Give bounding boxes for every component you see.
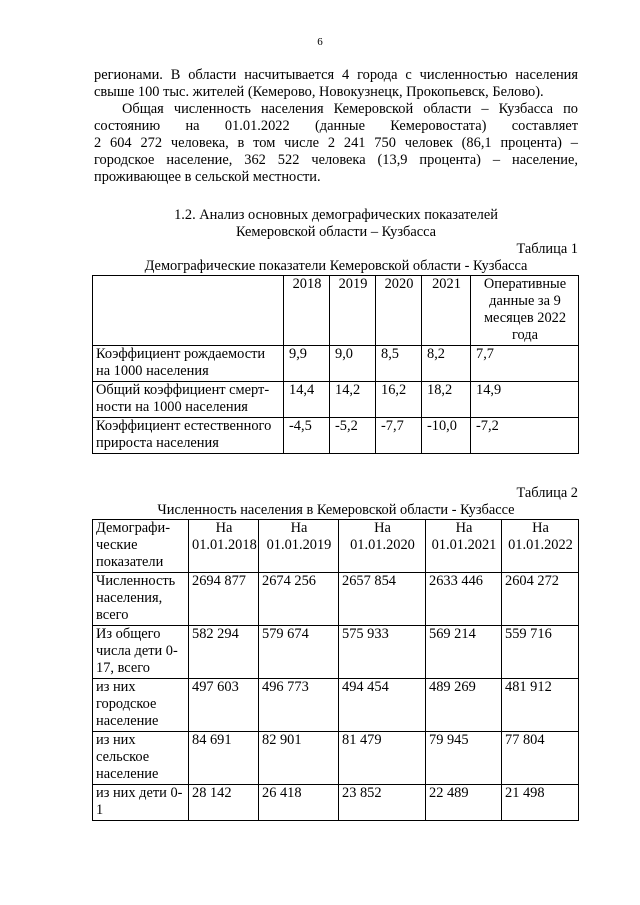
table-cell: 2694 877 [189, 573, 259, 626]
table-cell: 23 852 [339, 785, 426, 821]
population-table [92, 519, 579, 821]
header-cell: На 01.01.2019 [259, 520, 339, 573]
intro-line-2: свыше 100 тыс. жителей (Кемерово, Новокузнецк, Прокопьевск, Белово). [94, 84, 544, 100]
intro-paragraph [94, 67, 578, 101]
row-label: Коэффициент естественного прироста населения [93, 418, 284, 454]
table-header-row [93, 276, 579, 346]
header-cell: Демографи-ческие показатели [93, 520, 189, 573]
header-cell: На 01.01.2021 [426, 520, 502, 573]
population-line-3: 2 604 272 человека, в том числе 2 241 750 человек (86,1 процента) – [94, 135, 578, 151]
table-cell: 14,2 [330, 382, 376, 418]
table-cell: 22 489 [426, 785, 502, 821]
header-cell: На 01.01.2018 [189, 520, 259, 573]
population-line-2: состоянию на 01.01.2022 (данные Кемеровостата) составляет [94, 118, 578, 134]
table-cell: 579 674 [259, 626, 339, 679]
table-row [93, 346, 579, 382]
table-cell: 18,2 [422, 382, 471, 418]
table-cell: 497 603 [189, 679, 259, 732]
row-label: из них городское население [93, 679, 189, 732]
table-row [93, 679, 579, 732]
header-cell: Оперативные данные за 9 месяцев 2022 года [471, 276, 579, 346]
table-cell: 2674 256 [259, 573, 339, 626]
row-label: Общий коэффициент смерт-ности на 1000 населения [93, 382, 284, 418]
table-row [93, 626, 579, 679]
table-cell: 7,7 [471, 346, 579, 382]
table-row [93, 382, 579, 418]
table-cell: 582 294 [189, 626, 259, 679]
table-cell: 496 773 [259, 679, 339, 732]
intro-line-1: регионами. В области насчитывается 4 города с численностью населения [94, 67, 578, 83]
table1-label: Таблица 1 [516, 241, 578, 257]
table-cell: -7,7 [376, 418, 422, 454]
table-cell: 81 479 [339, 732, 426, 785]
table-cell: 82 901 [259, 732, 339, 785]
row-label: из них сельское население [93, 732, 189, 785]
table-cell: 14,4 [284, 382, 330, 418]
table-cell: 575 933 [339, 626, 426, 679]
page-number: 6 [317, 36, 323, 48]
table2-caption: Численность населения в Кемеровской области - Кузбассе [157, 502, 515, 518]
table-row [93, 732, 579, 785]
table-cell: 84 691 [189, 732, 259, 785]
header-cell: 2018 [284, 276, 330, 346]
row-label: Из общего числа дети 0-17, всего [93, 626, 189, 679]
table-cell: 9,9 [284, 346, 330, 382]
section-heading-line-1: 1.2. Анализ основных демографических показателей [174, 207, 498, 223]
table-cell: -10,0 [422, 418, 471, 454]
table-cell: 9,0 [330, 346, 376, 382]
header-cell: 2020 [376, 276, 422, 346]
population-line-5: проживающее в сельской местности. [94, 169, 321, 185]
table-row [93, 785, 579, 821]
table2-label: Таблица 2 [516, 485, 578, 501]
table-cell: 77 804 [502, 732, 579, 785]
row-label: Коэффициент рождаемости на 1000 населения [93, 346, 284, 382]
section-heading-line-2: Кемеровской области – Кузбасса [235, 224, 437, 240]
table-cell: 494 454 [339, 679, 426, 732]
table-cell: 14,9 [471, 382, 579, 418]
header-cell: 2021 [422, 276, 471, 346]
demographic-indicators-table [92, 275, 579, 454]
row-label: Численность населения, всего [93, 573, 189, 626]
table-cell: 26 418 [259, 785, 339, 821]
population-paragraph [94, 101, 578, 186]
row-label: из них дети 0-1 [93, 785, 189, 821]
table-cell: 559 716 [502, 626, 579, 679]
table-cell: -7,2 [471, 418, 579, 454]
population-line-4: городское население, 362 522 человека (13,9 процента) – население, [94, 152, 578, 168]
section-heading [94, 207, 578, 241]
table-cell: 489 269 [426, 679, 502, 732]
table1-caption: Демографические показатели Кемеровской области - Кузбасса [144, 258, 528, 274]
table-cell: 28 142 [189, 785, 259, 821]
table-cell: 8,5 [376, 346, 422, 382]
table-cell: 21 498 [502, 785, 579, 821]
table-row [93, 418, 579, 454]
table-cell: 79 945 [426, 732, 502, 785]
table-cell: -4,5 [284, 418, 330, 454]
table-cell: 2604 272 [502, 573, 579, 626]
population-line-1: Общая численность населения Кемеровской области – Кузбасса по [122, 101, 578, 117]
table-cell: 569 214 [426, 626, 502, 679]
header-cell [93, 276, 284, 346]
header-cell: 2019 [330, 276, 376, 346]
table-header-row [93, 520, 579, 573]
table-cell: 16,2 [376, 382, 422, 418]
table-cell: -5,2 [330, 418, 376, 454]
table-cell: 8,2 [422, 346, 471, 382]
header-cell: На 01.01.2022 [502, 520, 579, 573]
header-cell: На 01.01.2020 [339, 520, 426, 573]
table-cell: 481 912 [502, 679, 579, 732]
table-cell: 2657 854 [339, 573, 426, 626]
table-row [93, 573, 579, 626]
table-cell: 2633 446 [426, 573, 502, 626]
